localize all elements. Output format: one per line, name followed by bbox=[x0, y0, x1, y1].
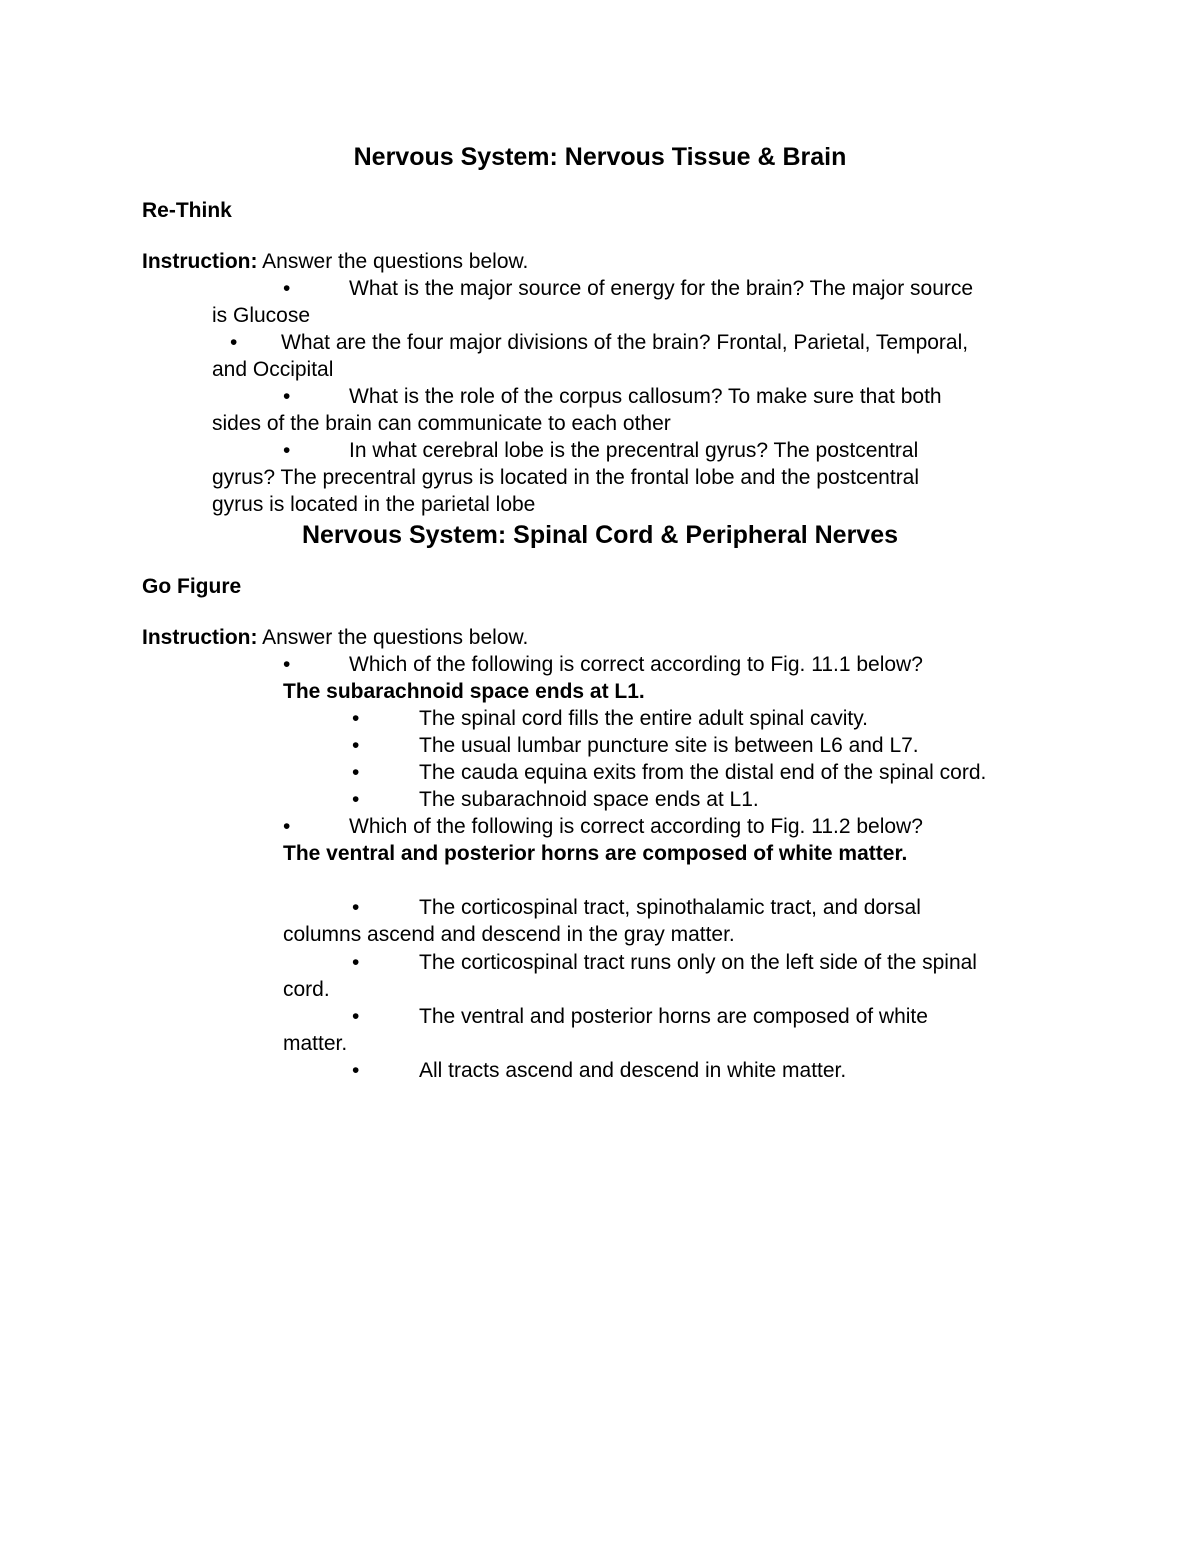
s2-q2-option4-line1: All tracts ascend and descend in white matter. bbox=[419, 1059, 847, 1082]
bullet: • bbox=[283, 385, 291, 408]
section2-title: Nervous System: Spinal Cord & Peripheral Nerves bbox=[301, 521, 899, 549]
s2-q2-option1-line2: columns ascend and descend in the gray matter. bbox=[283, 923, 735, 946]
bullet: • bbox=[352, 1059, 360, 1082]
s2-q2-option3-line1: The ventral and posterior horns are composed of white bbox=[419, 1005, 928, 1028]
s1-q4-line1: In what cerebral lobe is the precentral gyrus? The postcentral bbox=[349, 439, 919, 462]
s1-q1-line2: is Glucose bbox=[212, 304, 311, 327]
s1-q1-line1: What is the major source of energy for the brain? The major source bbox=[349, 277, 974, 300]
section1-instruction bbox=[142, 248, 528, 275]
s2-q1-option: The spinal cord fills the entire adult spinal cavity. bbox=[419, 707, 868, 730]
s2-q1-option: The cauda equina exits from the distal end of the spinal cord. bbox=[419, 761, 987, 784]
bullet: • bbox=[230, 331, 238, 354]
s2-q2-option2-line2: cord. bbox=[283, 978, 330, 1001]
s1-q4-line2: gyrus? The precentral gyrus is located in the frontal lobe and the postcentral bbox=[212, 466, 920, 489]
bullet: • bbox=[283, 439, 291, 462]
s2-q1: Which of the following is correct according to Fig. 11.1 below? bbox=[349, 653, 923, 676]
bullet: • bbox=[283, 815, 291, 838]
s2-q2-option3-line2: matter. bbox=[283, 1032, 348, 1055]
s2-q1-answer: The subarachnoid space ends at L1. bbox=[283, 680, 645, 703]
section1-title: Nervous System: Nervous Tissue & Brain bbox=[353, 143, 847, 171]
s2-q2-answer: The ventral and posterior horns are composed of white matter. bbox=[283, 842, 908, 865]
instruction-label: Instruction: bbox=[142, 250, 258, 273]
s2-q2-option2-line1: The corticospinal tract runs only on the left side of the spinal bbox=[419, 951, 977, 974]
s1-q2-line2: and Occipital bbox=[212, 358, 334, 381]
s1-q4-line3: gyrus is located in the parietal lobe bbox=[212, 493, 536, 516]
bullet: • bbox=[352, 761, 360, 784]
s2-q1-option: The subarachnoid space ends at L1. bbox=[419, 788, 759, 811]
s1-q2-line1: What are the four major divisions of the brain? Frontal, Parietal, Temporal, bbox=[281, 331, 969, 354]
s2-q2-option1-line1: The corticospinal tract, spinothalamic tract, and dorsal bbox=[419, 896, 921, 919]
s1-q3-line2: sides of the brain can communicate to each other bbox=[212, 412, 671, 435]
bullet: • bbox=[352, 734, 360, 757]
s1-q3-line1: What is the role of the corpus callosum? To make sure that both bbox=[349, 385, 942, 408]
bullet: • bbox=[283, 653, 291, 676]
bullet: • bbox=[352, 951, 360, 974]
instruction-label: Instruction: bbox=[142, 626, 258, 649]
bullet: • bbox=[283, 277, 291, 300]
s2-q1-option: The usual lumbar puncture site is between L6 and L7. bbox=[419, 734, 919, 757]
s2-q2: Which of the following is correct according to Fig. 11.2 below? bbox=[349, 815, 923, 838]
bullet: • bbox=[352, 1005, 360, 1028]
instruction-text: Answer the questions below. bbox=[257, 626, 529, 649]
instruction-text: Answer the questions below. bbox=[257, 250, 529, 273]
bullet: • bbox=[352, 788, 360, 811]
section2-instruction bbox=[142, 624, 528, 651]
bullet: • bbox=[352, 896, 360, 919]
bullet: • bbox=[352, 707, 360, 730]
section2-subheading: Go Figure bbox=[142, 575, 242, 598]
section1-subheading: Re-Think bbox=[142, 199, 232, 222]
